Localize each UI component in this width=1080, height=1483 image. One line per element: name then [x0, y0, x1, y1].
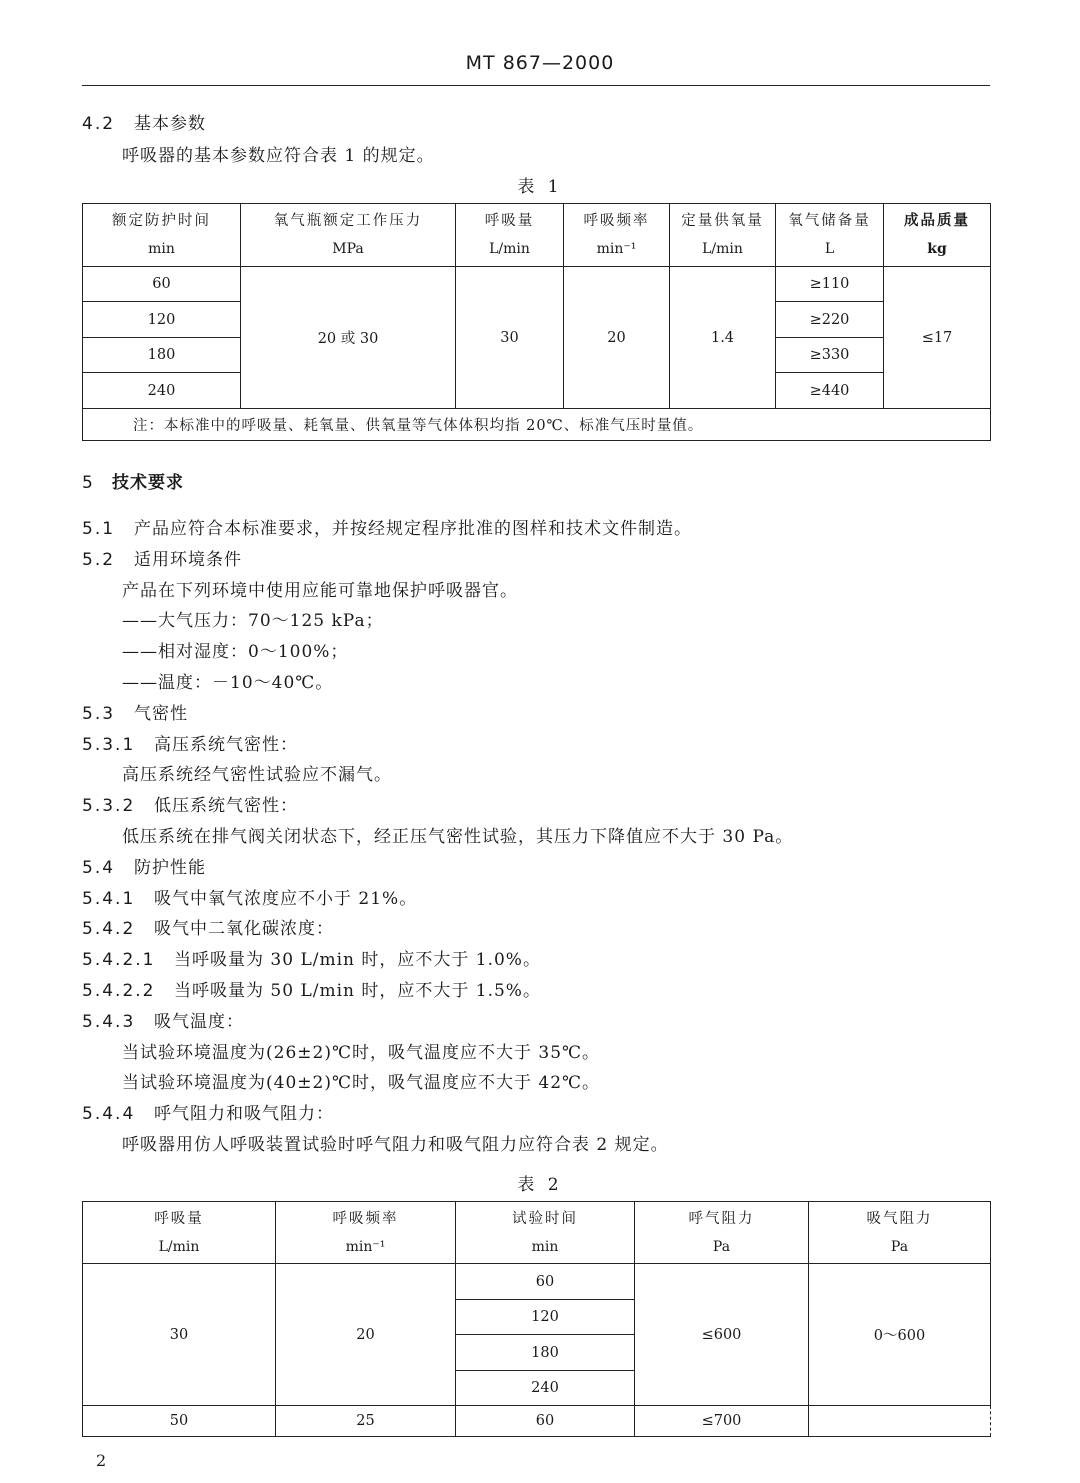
document-header: MT 867—2000 — [465, 52, 615, 74]
clause-number: 5.3.2 — [82, 796, 136, 816]
body-line — [82, 884, 417, 909]
body-line — [82, 791, 298, 816]
table-header-cell: 呼气阻力 Pa — [635, 1202, 809, 1264]
table-note: 注：本标准中的呼吸量、耗氧量、供氧量等气体体积均指 20℃、标准气压时量值。 — [83, 409, 991, 441]
table-cell: 180 — [83, 338, 241, 373]
clause-text: 呼气阻力和吸气阻力： — [154, 1104, 334, 1124]
clause-text: 高压系统气密性： — [154, 735, 298, 755]
table-caption: 表 1 — [517, 177, 563, 197]
paragraph: 呼吸器的基本参数应符合表 1 的规定。 — [122, 146, 435, 166]
body-line — [122, 1038, 600, 1063]
clause-text: 产品在下列环境中使用应能可靠地保护呼吸器官。 — [122, 581, 518, 601]
clause-text: 低压系统气密性： — [154, 796, 298, 816]
body-line — [82, 853, 206, 878]
table-header-cell: 氧气储备量 L — [776, 204, 884, 267]
body-line — [122, 576, 518, 601]
table-header-cell: 呼吸量 L/min — [83, 1202, 276, 1264]
clause-number: 5.2 — [82, 550, 116, 570]
body-line — [82, 730, 298, 755]
table-cell: 20 — [564, 267, 670, 409]
clause-text: 吸气中氧气浓度应不小于 21%。 — [154, 889, 418, 909]
table-cell: 60 — [456, 1406, 635, 1437]
table-header-cell: 试验时间 min — [456, 1202, 635, 1264]
table-cell: 240 — [456, 1371, 635, 1406]
table-cell: 180 — [456, 1335, 635, 1371]
clause-text: 吸气中二氧化碳浓度： — [154, 919, 334, 939]
clause-text: 高压系统经气密性试验应不漏气。 — [122, 765, 392, 785]
table-1 — [82, 203, 991, 441]
clause-number: 5.4.2.1 — [82, 950, 156, 970]
clause-number: 5.1 — [82, 519, 116, 539]
table-caption: 表 2 — [517, 1175, 563, 1195]
clause-number: 5.4 — [82, 858, 116, 878]
table-header-cell: 呼吸频率 min⁻¹ — [276, 1202, 456, 1264]
body-line — [82, 699, 188, 724]
table-cell: ≤17 — [884, 267, 991, 409]
table-header-cell: 成品质量 kg — [884, 204, 991, 267]
clause-number: 5.4.4 — [82, 1104, 136, 1124]
body-line — [122, 1130, 669, 1155]
table-cell: 240 — [83, 373, 241, 409]
table-cell: ≥220 — [776, 302, 884, 338]
body-line — [82, 976, 541, 1001]
table-cell — [809, 1406, 991, 1437]
table-cell: 120 — [456, 1300, 635, 1335]
body-line — [122, 760, 392, 785]
page-number: 2 — [96, 1451, 107, 1470]
table-cell: 30 — [83, 1264, 276, 1406]
clause-text: ——大气压力：70～125 kPa； — [122, 611, 384, 631]
table-cell: 30 — [456, 267, 564, 409]
clause-text: 当呼吸量为 50 L/min 时，应不大于 1.5%。 — [174, 981, 541, 1001]
body-line — [82, 914, 334, 939]
section-title: 基本参数 — [134, 114, 206, 134]
clause-text: 当试验环境温度为(26±2)℃时，吸气温度应不大于 35℃。 — [122, 1043, 601, 1063]
section-number: 5 — [82, 473, 95, 493]
body-line — [122, 822, 793, 847]
table-cell: 20 或 30 — [241, 267, 456, 409]
section-4-2-heading — [82, 109, 206, 134]
clause-text: 适用环境条件 — [134, 550, 242, 570]
body-line — [122, 668, 333, 693]
table-cell: 25 — [276, 1406, 456, 1437]
table-cell: ≥440 — [776, 373, 884, 409]
header-rule — [82, 85, 990, 86]
table-header-cell: 氧气瓶额定工作压力 MPa — [241, 204, 456, 267]
body-line — [122, 606, 384, 631]
section-number: 4.2 — [82, 114, 116, 134]
clause-text: ——温度：－10～40℃。 — [122, 673, 334, 693]
clause-text: 低压系统在排气阀关闭状态下，经正压气密性试验，其压力下降值应不大于 30 Pa。 — [122, 827, 794, 847]
clause-number: 5.4.2 — [82, 919, 136, 939]
table-cell: 120 — [83, 302, 241, 338]
table-header-cell: 呼吸量 L/min — [456, 204, 564, 267]
clause-text: 当试验环境温度为(40±2)℃时，吸气温度应不大于 42℃。 — [122, 1073, 601, 1093]
section-title: 技术要求 — [112, 473, 184, 493]
section-5-heading — [82, 468, 184, 493]
body-line — [122, 1068, 600, 1093]
clause-number: 5.3.1 — [82, 735, 136, 755]
table-header-cell: 呼吸频率 min⁻¹ — [564, 204, 670, 267]
clause-text: 产品应符合本标准要求，并按经规定程序批准的图样和技术文件制造。 — [134, 519, 692, 539]
table-cell: 60 — [456, 1264, 635, 1300]
table-cell: 20 — [276, 1264, 456, 1406]
table-cell: 1.4 — [670, 267, 776, 409]
clause-number: 5.4.3 — [82, 1012, 136, 1032]
clause-number: 5.4.2.2 — [82, 981, 156, 1001]
clause-text: 当呼吸量为 30 L/min 时，应不大于 1.0%。 — [174, 950, 541, 970]
body-line — [122, 637, 348, 662]
table-cell: ≥110 — [776, 267, 884, 302]
table-cell: ≥330 — [776, 338, 884, 373]
body-line — [82, 1007, 244, 1032]
body-line — [82, 545, 242, 570]
clause-text: ——相对湿度：0～100%； — [122, 642, 349, 662]
table-header-cell: 额定防护时间 min — [83, 204, 241, 267]
clause-text: 吸气温度： — [154, 1012, 244, 1032]
body-line — [82, 945, 541, 970]
body-line — [82, 514, 692, 539]
table-header-cell: 吸气阻力 Pa — [809, 1202, 991, 1264]
table-cell: ≤700 — [635, 1406, 809, 1437]
clause-number: 5.3 — [82, 704, 116, 724]
table-2 — [82, 1201, 991, 1437]
clause-text: 防护性能 — [134, 858, 206, 878]
table-cell: ≤600 — [635, 1264, 809, 1406]
table-cell: 50 — [83, 1406, 276, 1437]
table-header-cell: 定量供氧量 L/min — [670, 204, 776, 267]
clause-text: 气密性 — [134, 704, 188, 724]
body-line — [82, 1099, 334, 1124]
table-cell: 60 — [83, 267, 241, 302]
clause-number: 5.4.1 — [82, 889, 136, 909]
table-cell: 0～600 — [809, 1264, 991, 1406]
clause-text: 呼吸器用仿人呼吸装置试验时呼气阻力和吸气阻力应符合表 2 规定。 — [122, 1135, 669, 1155]
